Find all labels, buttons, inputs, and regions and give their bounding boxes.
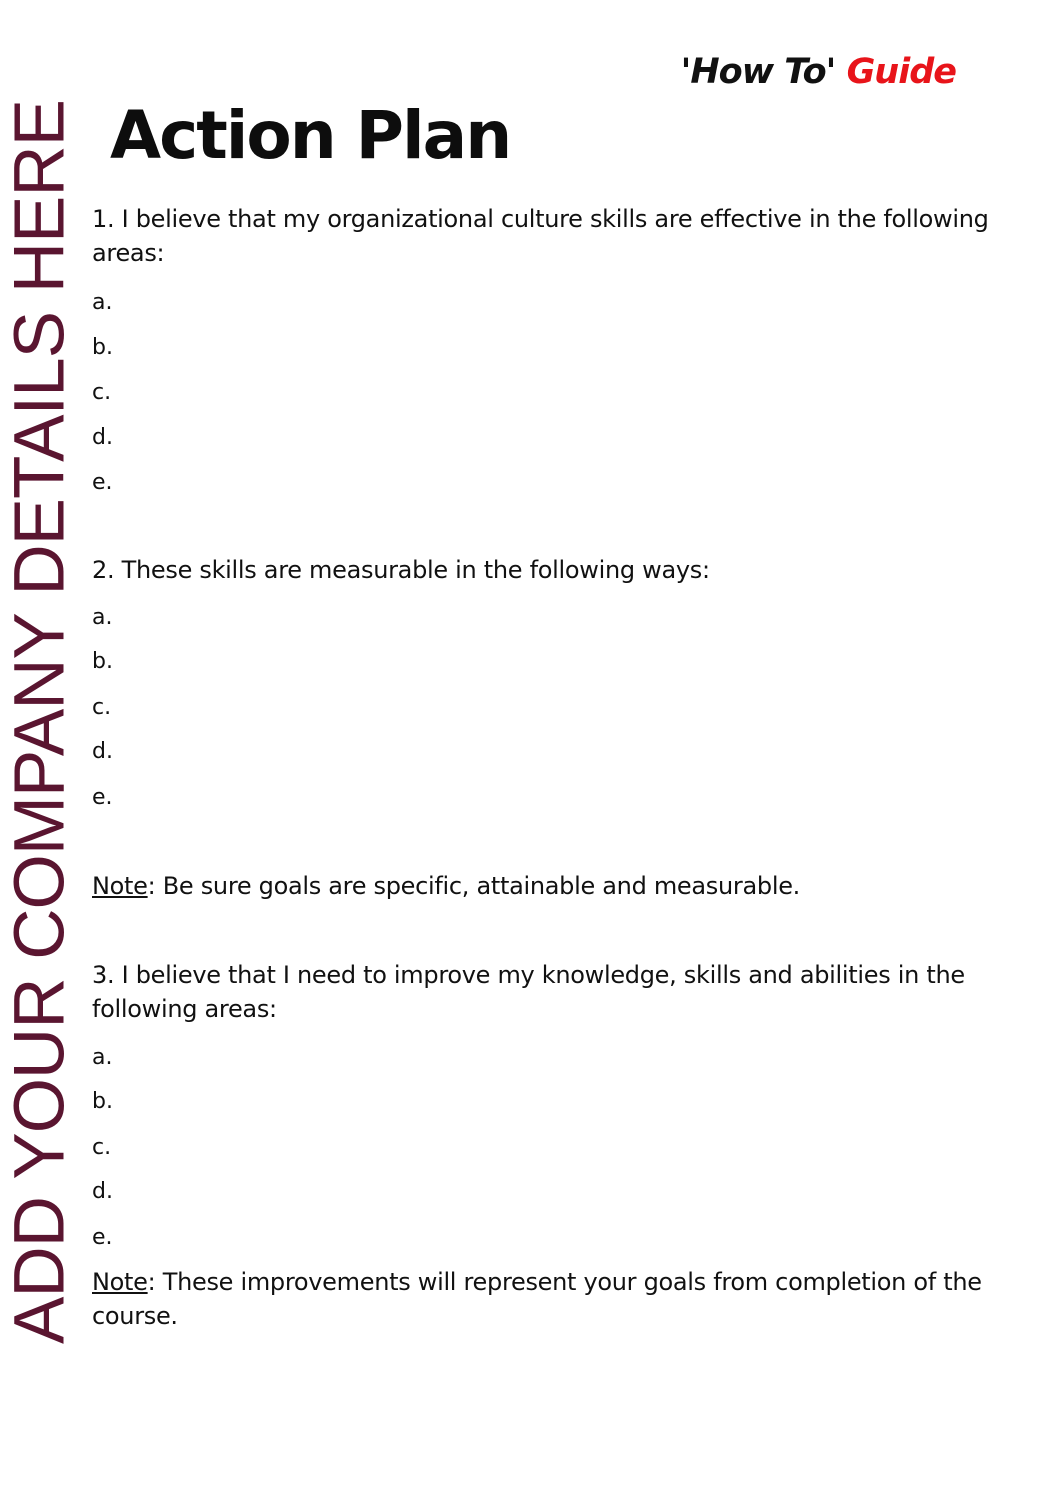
page-title: Action Plan xyxy=(110,97,511,174)
section-1-item-e: e. xyxy=(92,470,113,495)
section-3-item-b: b. xyxy=(92,1089,113,1114)
section-1-item-b: b. xyxy=(92,335,113,360)
section-2-item-d: d. xyxy=(92,739,113,764)
section-1-question: 1. I believe that my organizational culture skills are effective in the following areas: xyxy=(92,205,989,267)
section-3-item-a: a. xyxy=(92,1045,113,1070)
note-2-text: : These improvements will represent your goals from completion of the course. xyxy=(92,1268,982,1330)
section-2-question: 2. These skills are measurable in the following ways: xyxy=(92,556,710,584)
note-2 xyxy=(92,1265,992,1333)
brand-how-to: 'How To' xyxy=(680,52,847,92)
section-2-item-e: e. xyxy=(92,785,113,810)
section-1-item-c: c. xyxy=(92,380,112,405)
note-1 xyxy=(92,869,992,903)
section-2-item-b: b. xyxy=(92,649,113,674)
section-3-item-e: e. xyxy=(92,1225,113,1250)
note-1-text: : Be sure goals are specific, attainable and measurable. xyxy=(147,872,800,900)
section-1-item-d: d. xyxy=(92,425,113,450)
section-2-item-c: c. xyxy=(92,695,112,720)
section-1-item-a: a. xyxy=(92,290,113,315)
section-2-item-a: a. xyxy=(92,605,113,630)
section-3-item-c: c. xyxy=(92,1135,112,1160)
company-details-text: ADD YOUR COMPANY DETAILS HERE xyxy=(0,99,80,1345)
section-3-item-d: d. xyxy=(92,1179,113,1204)
note-1-label: Note xyxy=(92,872,148,900)
note-2-label: Note xyxy=(92,1268,148,1296)
brand-logo xyxy=(681,52,956,92)
brand-guide: Guide xyxy=(846,52,956,92)
company-details-banner xyxy=(0,0,80,1498)
section-3-question: 3. I believe that I need to improve my knowledge, skills and abilities in the following areas: xyxy=(92,961,965,1023)
